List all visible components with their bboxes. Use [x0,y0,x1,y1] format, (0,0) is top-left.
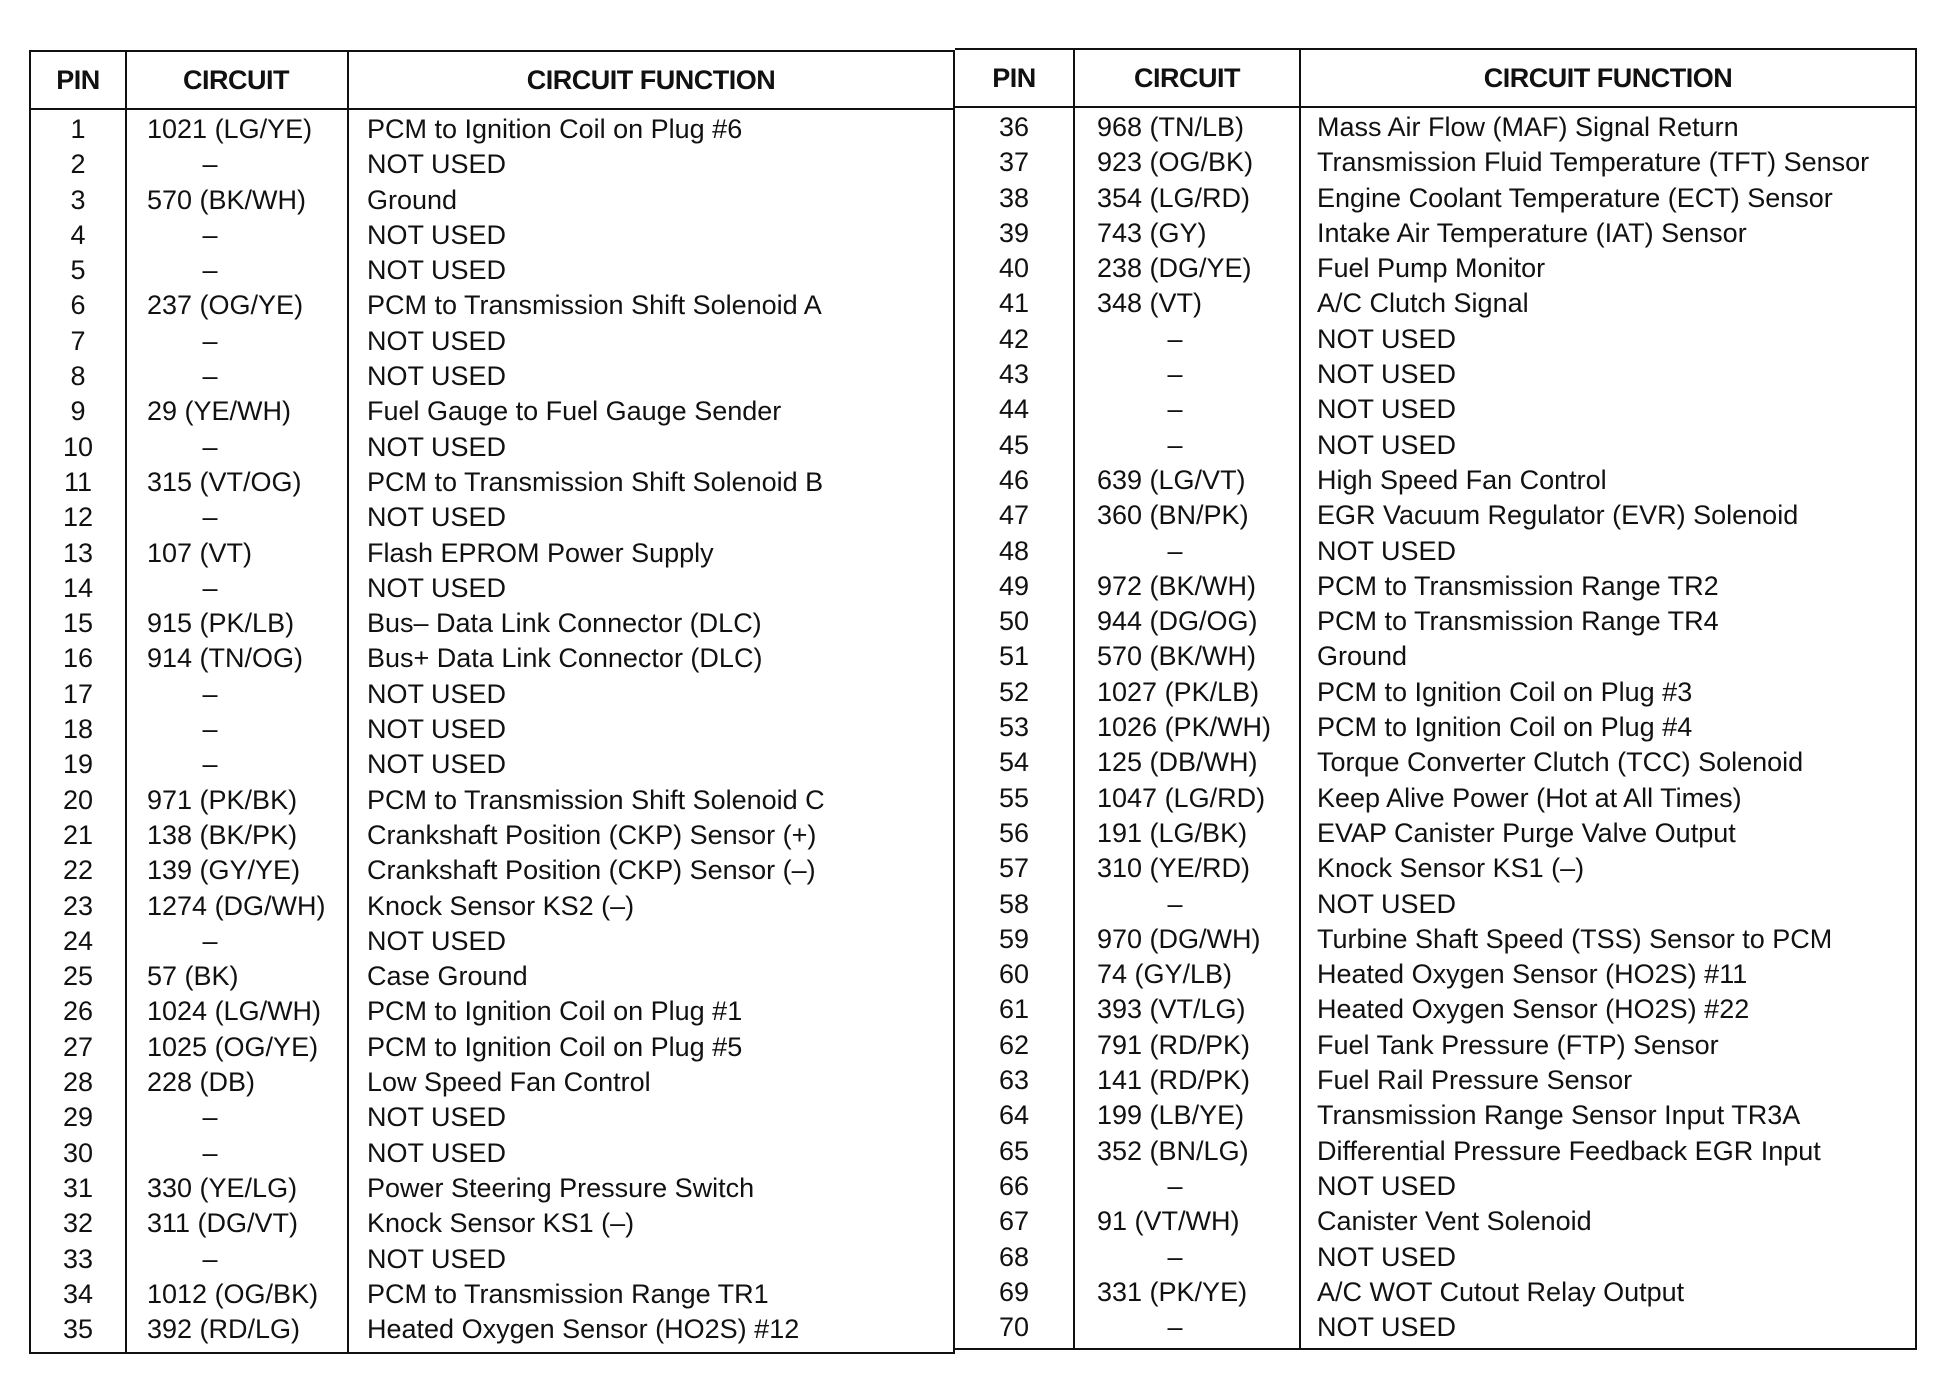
circuit-code: 141 (RD/PK) [1097,1065,1251,1096]
circuit-function: Bus– Data Link Connector (DLC) [367,608,762,639]
pin-number: 62 [998,1029,1030,1060]
table-row [955,710,1915,745]
circuit-function: Crankshaft Position (CKP) Sensor (–) [367,855,816,886]
table-row [31,147,953,182]
circuit-code: – [202,925,218,956]
circuit-function: Ground [1317,641,1408,672]
circuit-code: 1274 (DG/WH) [147,890,326,921]
circuit-code: 1024 (LG/WH) [147,996,322,1027]
circuit-function: Ground [367,184,458,215]
circuit-function: Low Speed Fan Control [367,1067,651,1098]
circuit-function: PCM to Ignition Coil on Plug #3 [1317,676,1693,707]
circuit-code: 393 (VT/LG) [1097,994,1246,1025]
circuit-function: PCM to Ignition Coil on Plug #4 [1317,712,1693,743]
pin-number: 36 [998,112,1030,142]
circuit-function: A/C Clutch Signal [1317,288,1529,319]
circuit-function: NOT USED [1317,1241,1457,1272]
pin-number: 57 [998,853,1030,884]
table-row [31,1171,953,1206]
circuit-function: Heated Oxygen Sensor (HO2S) #11 [1317,959,1748,990]
pin-number: 15 [62,608,94,639]
circuit-function: High Speed Fan Control [1317,464,1607,495]
pin-number: 60 [998,959,1030,990]
pin-number: 21 [62,819,94,850]
circuit-function: NOT USED [367,431,507,462]
pin-number: 30 [62,1137,94,1168]
circuit-code: 570 (BK/WH) [147,184,307,215]
circuit-function: NOT USED [1317,323,1457,354]
circuit-function: Bus+ Data Link Connector (DLC) [367,643,763,674]
circuit-function: Flash EPROM Power Supply [367,537,714,568]
pin-number: 24 [62,925,94,956]
table-row [31,1030,953,1065]
circuit-function: Fuel Gauge to Fuel Gauge Sender [367,396,782,427]
circuit-function: NOT USED [1317,394,1457,425]
table-row [31,500,953,535]
circuit-code: 1027 (PK/LB) [1097,676,1260,707]
pin-number: 19 [62,749,94,780]
pin-number: 44 [998,394,1030,425]
circuit-code: – [202,1102,218,1133]
table-row [31,783,953,818]
circuit-code: 1025 (OG/YE) [147,1031,319,1062]
pin-number: 45 [998,429,1030,460]
table-row [31,324,953,359]
circuit-code: – [202,714,218,745]
pin-number: 14 [62,572,94,603]
circuit-code: 639 (LG/VT) [1097,464,1246,495]
circuit-function: NOT USED [367,1243,507,1274]
table-row [955,887,1915,922]
circuit-function: PCM to Transmission Shift Solenoid A [367,290,822,321]
circuit-code: – [202,219,218,250]
table-row [955,1098,1915,1133]
circuit-function: NOT USED [367,925,507,956]
circuit-code: – [202,325,218,356]
pin-number: 33 [62,1243,94,1274]
circuit-code: 1026 (PK/WH) [1097,712,1272,743]
circuit-code: – [1167,1241,1183,1272]
circuit-function: NOT USED [367,678,507,709]
table-row [31,994,953,1029]
circuit-code: – [1167,359,1183,390]
pin-number: 23 [62,890,94,921]
table-row [955,1134,1915,1169]
table-row [31,183,953,218]
circuit-function: Transmission Fluid Temperature (TFT) Sensor [1317,147,1870,178]
table-row [31,1136,953,1171]
pin-number: 64 [998,1100,1030,1131]
table-row [31,536,953,571]
table-body [31,112,953,1347]
circuit-function: EGR Vacuum Regulator (EVR) Solenoid [1317,500,1799,531]
circuit-code: – [202,678,218,709]
header-pin: PIN [992,62,1036,93]
circuit-function: Heated Oxygen Sensor (HO2S) #22 [1317,994,1750,1025]
pin-number: 52 [998,676,1030,707]
table-row [31,1065,953,1100]
pin-number: 53 [998,712,1030,743]
circuit-function: NOT USED [367,361,507,392]
table-body [955,110,1915,1345]
pin-number: 26 [62,996,94,1027]
circuit-code: 191 (LG/BK) [1097,817,1248,848]
table-row [31,1242,953,1277]
circuit-code: 348 (VT) [1097,288,1203,319]
circuit-function: NOT USED [1317,359,1457,390]
table-row [955,1063,1915,1098]
table-row [31,571,953,606]
circuit-code: 29 (YE/WH) [147,396,292,427]
pin-table-left [29,50,955,1354]
circuit-code: 360 (BN/PK) [1097,500,1249,531]
circuit-function: NOT USED [1317,888,1457,919]
table-row [31,465,953,500]
table-row [31,747,953,782]
circuit-code: – [1167,429,1183,460]
circuit-code: 91 (VT/WH) [1097,1206,1240,1237]
table-row [31,889,953,924]
pin-number: 22 [62,855,94,886]
circuit-function: NOT USED [367,1102,507,1133]
table-row [31,606,953,641]
table-row [955,1310,1915,1345]
table-header [31,52,953,110]
table-row [955,569,1915,604]
pin-number: 49 [998,570,1030,601]
table-row [955,675,1915,710]
circuit-function: PCM to Transmission Shift Solenoid C [367,784,825,815]
table-row [31,712,953,747]
table-row [955,498,1915,533]
table-row [31,394,953,429]
table-row [955,110,1915,145]
circuit-code: 570 (BK/WH) [1097,641,1257,672]
circuit-function: NOT USED [367,219,507,250]
circuit-function: PCM to Ignition Coil on Plug #6 [367,114,743,144]
circuit-code: – [202,749,218,780]
circuit-code: 968 (TN/LB) [1097,112,1245,142]
pin-number: 32 [62,1208,94,1239]
table-row [955,181,1915,216]
pin-number: 13 [62,537,94,568]
circuit-function: NOT USED [367,749,507,780]
circuit-function: Knock Sensor KS1 (–) [1317,853,1585,884]
circuit-function: PCM to Ignition Coil on Plug #1 [367,996,743,1027]
circuit-function: Intake Air Temperature (IAT) Sensor [1317,217,1747,248]
table-row [31,1312,953,1347]
circuit-function: Keep Alive Power (Hot at All Times) [1317,782,1742,813]
circuit-function: Canister Vent Solenoid [1317,1206,1592,1237]
circuit-code: 125 (DB/WH) [1097,747,1258,778]
circuit-code: – [1167,394,1183,425]
circuit-code: – [1167,1312,1183,1343]
circuit-function: Fuel Pump Monitor [1317,253,1546,284]
table-row [955,604,1915,639]
circuit-function: NOT USED [367,502,507,533]
circuit-code: – [202,1243,218,1274]
pin-number: 68 [998,1241,1030,1272]
pin-number: 50 [998,606,1030,637]
pin-number: 4 [70,219,86,250]
circuit-function: Power Steering Pressure Switch [367,1172,755,1203]
pin-number: 47 [998,500,1030,531]
table-row [955,286,1915,321]
table-row [31,359,953,394]
pin-number: 40 [998,253,1030,284]
pin-number: 3 [70,184,86,215]
circuit-code: 330 (YE/LG) [147,1172,298,1203]
table-row [955,957,1915,992]
table-row [31,1206,953,1241]
circuit-code: – [202,149,218,180]
circuit-function: PCM to Transmission Range TR4 [1317,606,1719,637]
circuit-code: – [1167,1170,1183,1201]
circuit-code: – [1167,888,1183,919]
circuit-function: Case Ground [367,961,528,992]
circuit-code: 199 (LB/YE) [1097,1100,1245,1131]
pin-number: 59 [998,923,1030,954]
pin-number: 10 [62,431,94,462]
pin-number: 43 [998,359,1030,390]
circuit-code: 944 (DG/OG) [1097,606,1258,637]
table-row [955,745,1915,780]
pin-number: 42 [998,323,1030,354]
circuit-code: 228 (DB) [147,1067,256,1098]
table-row [955,463,1915,498]
table-row [31,253,953,288]
circuit-function: NOT USED [1317,535,1457,566]
table-row [955,534,1915,569]
circuit-function: Mass Air Flow (MAF) Signal Return [1317,112,1739,142]
pin-number: 6 [70,290,86,321]
circuit-code: 1021 (LG/YE) [147,114,313,144]
pin-number: 66 [998,1170,1030,1201]
pin-table-right [955,48,1917,1350]
table-row [955,992,1915,1027]
circuit-code: 971 (PK/BK) [147,784,298,815]
pin-number: 67 [998,1206,1030,1237]
pin-number: 37 [998,147,1030,178]
table-row [31,430,953,465]
circuit-function: EVAP Canister Purge Valve Output [1317,817,1736,848]
circuit-code: 331 (PK/YE) [1097,1276,1248,1307]
circuit-code: 107 (VT) [147,537,253,568]
circuit-code: 1047 (LG/RD) [1097,782,1266,813]
pin-number: 1 [70,114,86,144]
circuit-code: – [1167,323,1183,354]
table-row [31,1277,953,1312]
circuit-code: 392 (RD/LG) [147,1314,301,1345]
table-row [31,1100,953,1135]
circuit-code: – [202,1137,218,1168]
pin-number: 63 [998,1065,1030,1096]
circuit-function: NOT USED [367,149,507,180]
table-row [955,251,1915,286]
pin-number: 54 [998,747,1030,778]
circuit-function: Fuel Tank Pressure (FTP) Sensor [1317,1029,1719,1060]
table-row [955,1275,1915,1310]
circuit-code: 791 (RD/PK) [1097,1029,1251,1060]
circuit-function: Heated Oxygen Sensor (HO2S) #12 [367,1314,800,1345]
pin-number: 55 [998,782,1030,813]
pin-number: 18 [62,714,94,745]
table-row [31,818,953,853]
pin-number: 27 [62,1031,94,1062]
table-header [955,50,1915,108]
circuit-function: A/C WOT Cutout Relay Output [1317,1276,1685,1307]
table-row [955,1240,1915,1275]
circuit-function: NOT USED [367,572,507,603]
circuit-code: – [202,431,218,462]
circuit-function: NOT USED [1317,1170,1457,1201]
pin-number: 17 [62,678,94,709]
pin-number: 38 [998,182,1030,213]
circuit-code: 315 (VT/OG) [147,466,302,497]
circuit-function: PCM to Transmission Range TR1 [367,1278,769,1309]
table-row [955,428,1915,463]
circuit-code: 972 (BK/WH) [1097,570,1257,601]
circuit-code: – [202,502,218,533]
pin-number: 65 [998,1135,1030,1166]
circuit-function: NOT USED [367,325,507,356]
table-row [31,641,953,676]
header-circuit-function: CIRCUIT FUNCTION [1483,62,1733,93]
circuit-code: 139 (GY/YE) [147,855,301,886]
table-row [31,112,953,147]
circuit-code: 311 (DG/VT) [147,1208,299,1239]
circuit-function: NOT USED [1317,429,1457,460]
pin-number: 16 [62,643,94,674]
table-row [955,639,1915,674]
circuit-code: 352 (BN/LG) [1097,1135,1249,1166]
table-row [31,288,953,323]
table-row [955,145,1915,180]
circuit-code: 138 (BK/PK) [147,819,298,850]
pin-number: 69 [998,1276,1030,1307]
circuit-function: NOT USED [367,1137,507,1168]
circuit-code: 238 (DG/YE) [1097,253,1252,284]
table-row [955,357,1915,392]
circuit-code: 310 (YE/RD) [1097,853,1251,884]
table-row [31,853,953,888]
table-row [955,1169,1915,1204]
circuit-code: 970 (DG/WH) [1097,923,1261,954]
circuit-code: – [202,255,218,286]
pin-number: 48 [998,535,1030,566]
pin-number: 5 [70,255,86,286]
table-row [955,922,1915,957]
pin-number: 8 [70,361,86,392]
pin-number: 2 [70,149,86,180]
circuit-function: PCM to Transmission Shift Solenoid B [367,466,824,497]
circuit-code: 914 (TN/OG) [147,643,304,674]
pin-number: 58 [998,888,1030,919]
pin-number: 46 [998,464,1030,495]
circuit-code: 237 (OG/YE) [147,290,304,321]
pin-number: 39 [998,217,1030,248]
circuit-function: NOT USED [1317,1312,1457,1343]
circuit-function: Knock Sensor KS1 (–) [367,1208,635,1239]
circuit-code: – [1167,535,1183,566]
pin-number: 34 [62,1278,94,1309]
pin-number: 56 [998,817,1030,848]
pin-number: 61 [998,994,1030,1025]
circuit-function: Engine Coolant Temperature (ECT) Sensor [1317,182,1833,213]
table-row [955,1028,1915,1063]
table-row [31,218,953,253]
circuit-code: 923 (OG/BK) [1097,147,1254,178]
table-row [31,924,953,959]
pin-number: 51 [998,641,1030,672]
table-row [955,1204,1915,1239]
circuit-code: 74 (GY/LB) [1097,959,1233,990]
table-row [955,781,1915,816]
header-circuit-function: CIRCUIT FUNCTION [526,64,776,95]
header-circuit: CIRCUIT [183,64,289,95]
pin-number: 7 [70,325,86,356]
circuit-function: Differential Pressure Feedback EGR Input [1317,1135,1821,1166]
pin-number: 25 [62,961,94,992]
pin-number: 41 [998,288,1030,319]
circuit-code: – [202,572,218,603]
circuit-function: PCM to Transmission Range TR2 [1317,570,1719,601]
circuit-function: Knock Sensor KS2 (–) [367,890,635,921]
circuit-code: 57 (BK) [147,961,239,992]
circuit-code: 743 (GY) [1097,217,1207,248]
table-row [955,322,1915,357]
circuit-function: Turbine Shaft Speed (TSS) Sensor to PCM [1317,923,1833,954]
circuit-function: NOT USED [367,255,507,286]
table-row [955,392,1915,427]
pin-number: 12 [62,502,94,533]
circuit-function: Transmission Range Sensor Input TR3A [1317,1100,1801,1131]
circuit-function: PCM to Ignition Coil on Plug #5 [367,1031,743,1062]
circuit-code: – [202,361,218,392]
pin-number: 11 [63,466,93,497]
table-row [955,816,1915,851]
pin-number: 9 [70,396,86,427]
circuit-function: Crankshaft Position (CKP) Sensor (+) [367,819,817,850]
pin-number: 29 [62,1102,94,1133]
pin-number: 20 [62,784,94,815]
table-row [31,677,953,712]
header-circuit: CIRCUIT [1134,62,1240,93]
table-row [955,216,1915,251]
table-row [31,959,953,994]
header-pin: PIN [56,64,100,95]
circuit-code: 915 (PK/LB) [147,608,295,639]
circuit-code: 1012 (OG/BK) [147,1278,319,1309]
circuit-code: 354 (LG/RD) [1097,182,1251,213]
table-row [955,851,1915,886]
pin-number: 70 [998,1312,1030,1343]
circuit-function: Torque Converter Clutch (TCC) Solenoid [1317,747,1804,778]
pin-number: 31 [62,1172,94,1203]
circuit-function: NOT USED [367,714,507,745]
circuit-function: Fuel Rail Pressure Sensor [1317,1065,1633,1096]
pin-number: 28 [62,1067,94,1098]
pin-number: 35 [62,1314,94,1345]
